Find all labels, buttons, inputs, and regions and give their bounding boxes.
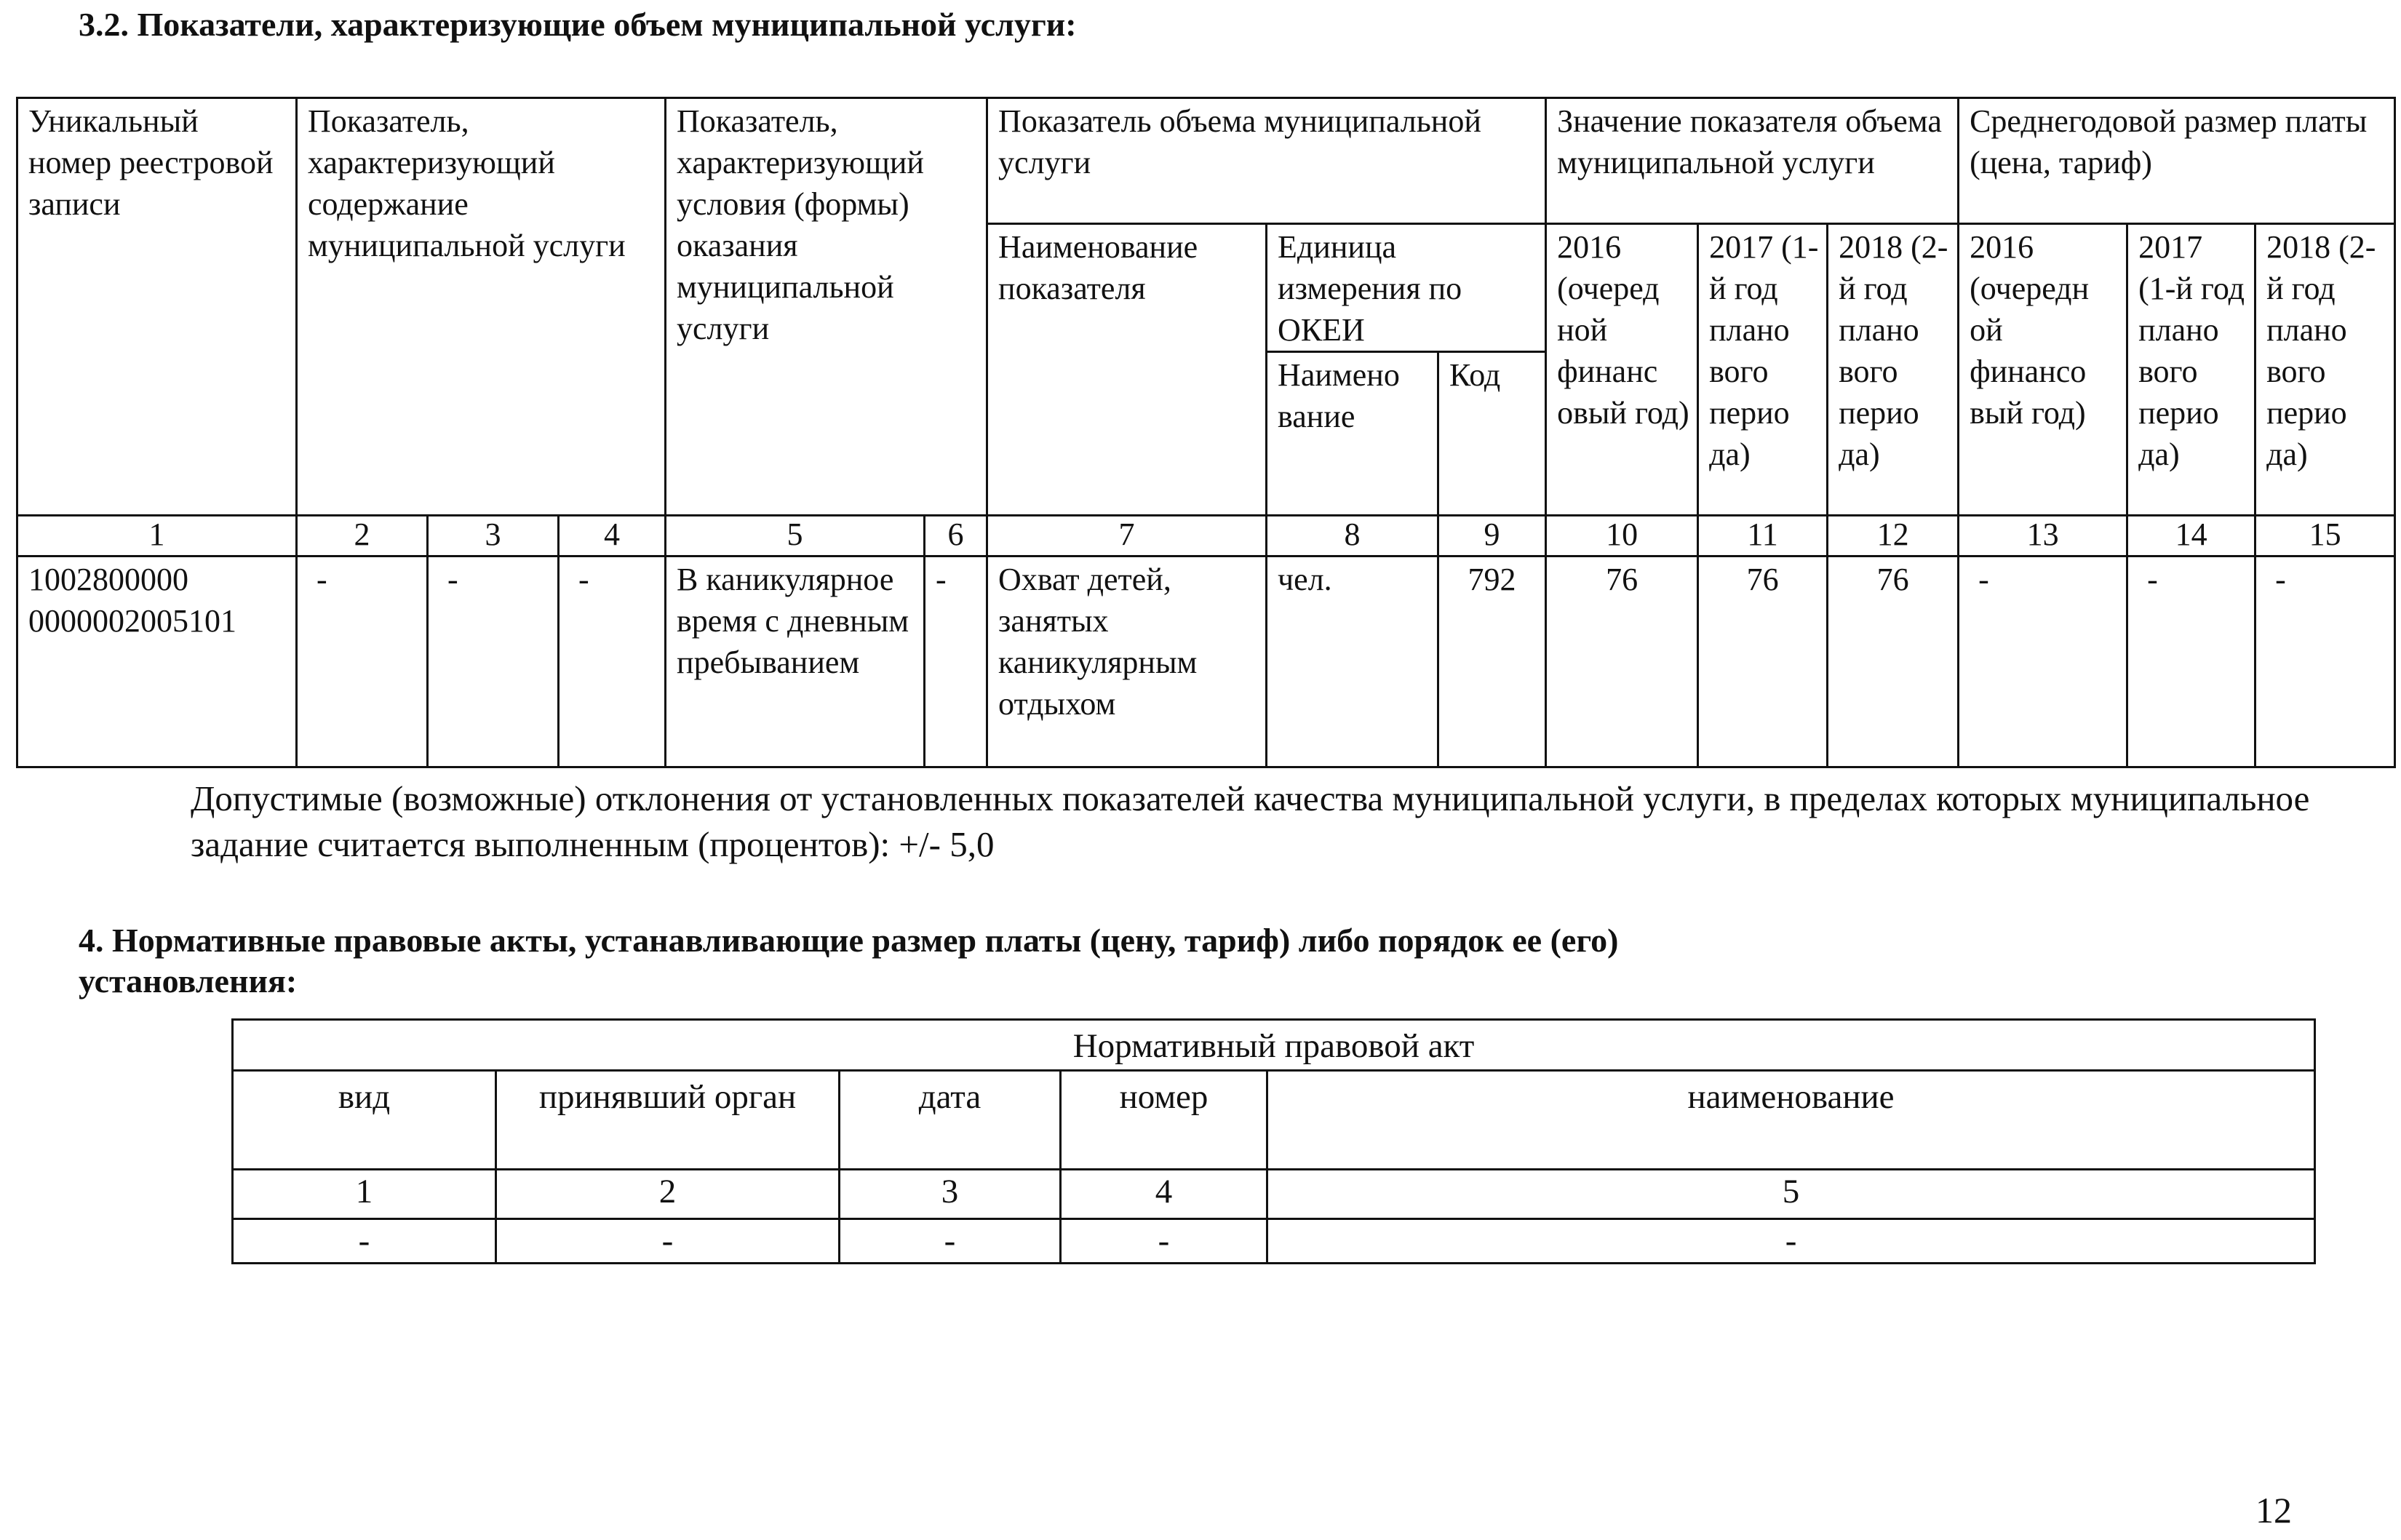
header-fee-2017: 2017 (1-й год плано вого перио да) — [2127, 224, 2255, 516]
table-cell: - — [1061, 1219, 1267, 1264]
column-header-number: номер — [1061, 1071, 1267, 1170]
section-3-2-title: 3.2. Показатели, характеризующие объем муниципальной услуги: — [79, 6, 1077, 43]
column-header-type: вид — [233, 1071, 496, 1170]
column-number: 3 — [840, 1170, 1061, 1219]
column-header-date: дата — [840, 1071, 1061, 1170]
column-number: 4 — [1061, 1170, 1267, 1219]
content-indicator-3: - — [559, 556, 666, 767]
column-number: 9 — [1438, 516, 1546, 556]
deviation-note: Допустимые (возможные) отклонения от установленных показателей качества муниципальной услуги, в пределах которых муниципальное задание считается выполненным (процентов): +/- 5,0 — [191, 778, 2310, 864]
column-numbers-row — [233, 1170, 2315, 1219]
column-number: 2 — [496, 1170, 840, 1219]
header-fee-2018: 2018 (2-й год плано вого перио да) — [2255, 224, 2395, 516]
value-2017: 76 — [1698, 556, 1828, 767]
header-year-2016: 2016 (очеред ной финанс овый год) — [1546, 224, 1698, 516]
table-row — [233, 1219, 2315, 1264]
column-header-authority: принявший орган — [496, 1071, 840, 1170]
column-number: 15 — [2255, 516, 2395, 556]
header-avg-fee: Среднегодовой размер платы (цена, тариф) — [1959, 98, 2395, 224]
header-volume-indicator: Показатель объема муниципальной услуги — [987, 98, 1546, 224]
table-cell: - — [233, 1219, 496, 1264]
section-4-title-line2: установления: — [79, 962, 298, 1000]
fee-2017: - — [2127, 556, 2255, 767]
legal-acts-table — [231, 1018, 2316, 1264]
table-cell: - — [840, 1219, 1061, 1264]
column-number: 1 — [17, 516, 297, 556]
column-numbers-row — [17, 516, 2395, 556]
column-number: 11 — [1698, 516, 1828, 556]
content-indicator-2: - — [428, 556, 559, 767]
column-number: 14 — [2127, 516, 2255, 556]
section-4-title — [79, 920, 1618, 1002]
fee-2018: - — [2255, 556, 2395, 767]
table-row — [17, 556, 2395, 767]
page-number: 12 — [2255, 1490, 2292, 1531]
indicator-name: Охват детей, занятых каникулярным отдыхом — [987, 556, 1267, 767]
unit-code: 792 — [1438, 556, 1546, 767]
content-indicator-1: - — [297, 556, 428, 767]
header-fee-2016: 2016 (очередн ой финансо вый год) — [1959, 224, 2127, 516]
volume-indicators-table — [16, 97, 2396, 768]
header-content-indicator: Показатель, характеризующий содержание муниципальной услуги — [297, 98, 666, 516]
unit-name: чел. — [1267, 556, 1438, 767]
header-year-2018: 2018 (2-й год плано вого перио да) — [1828, 224, 1959, 516]
condition-1: В каникулярное время с дневным пребыванием — [666, 556, 925, 767]
header-volume-value: Значение показателя объема муниципальной услуги — [1546, 98, 1959, 224]
fee-2016: - — [1959, 556, 2127, 767]
column-header-name: наименование — [1267, 1071, 2315, 1170]
value-2016: 76 — [1546, 556, 1698, 767]
header-unit-code: Код — [1438, 352, 1546, 516]
column-number: 4 — [559, 516, 666, 556]
column-number: 2 — [297, 516, 428, 556]
column-number: 7 — [987, 516, 1267, 556]
legal-act-header: Нормативный правовой акт — [233, 1020, 2315, 1071]
column-number: 3 — [428, 516, 559, 556]
header-unit-name: Наимено вание — [1267, 352, 1438, 516]
column-number: 12 — [1828, 516, 1959, 556]
column-number: 6 — [925, 516, 987, 556]
condition-2: - — [925, 556, 987, 767]
table-cell: - — [1267, 1219, 2315, 1264]
header-unit-okei: Единица измерения по ОКЕИ — [1267, 224, 1546, 352]
column-number: 1 — [233, 1170, 496, 1219]
header-unique-number: Уникальный номер реестровой записи — [17, 98, 297, 516]
header-conditions-indicator: Показатель, характеризующий условия (формы) оказания муниципальной услуги — [666, 98, 987, 516]
column-number: 5 — [1267, 1170, 2315, 1219]
column-number: 13 — [1959, 516, 2127, 556]
section-4-title-line1: 4. Нормативные правовые акты, устанавливающие размер платы (цену, тариф) либо порядок ее (его) — [79, 922, 1619, 959]
registry-number: 1002800000 0000002005101 — [17, 556, 297, 767]
table-cell: - — [496, 1219, 840, 1264]
column-number: 10 — [1546, 516, 1698, 556]
column-number: 8 — [1267, 516, 1438, 556]
header-indicator-name: Наименование показателя — [987, 224, 1267, 516]
value-2018: 76 — [1828, 556, 1959, 767]
header-year-2017: 2017 (1-й год плано вого перио да) — [1698, 224, 1828, 516]
column-number: 5 — [666, 516, 925, 556]
